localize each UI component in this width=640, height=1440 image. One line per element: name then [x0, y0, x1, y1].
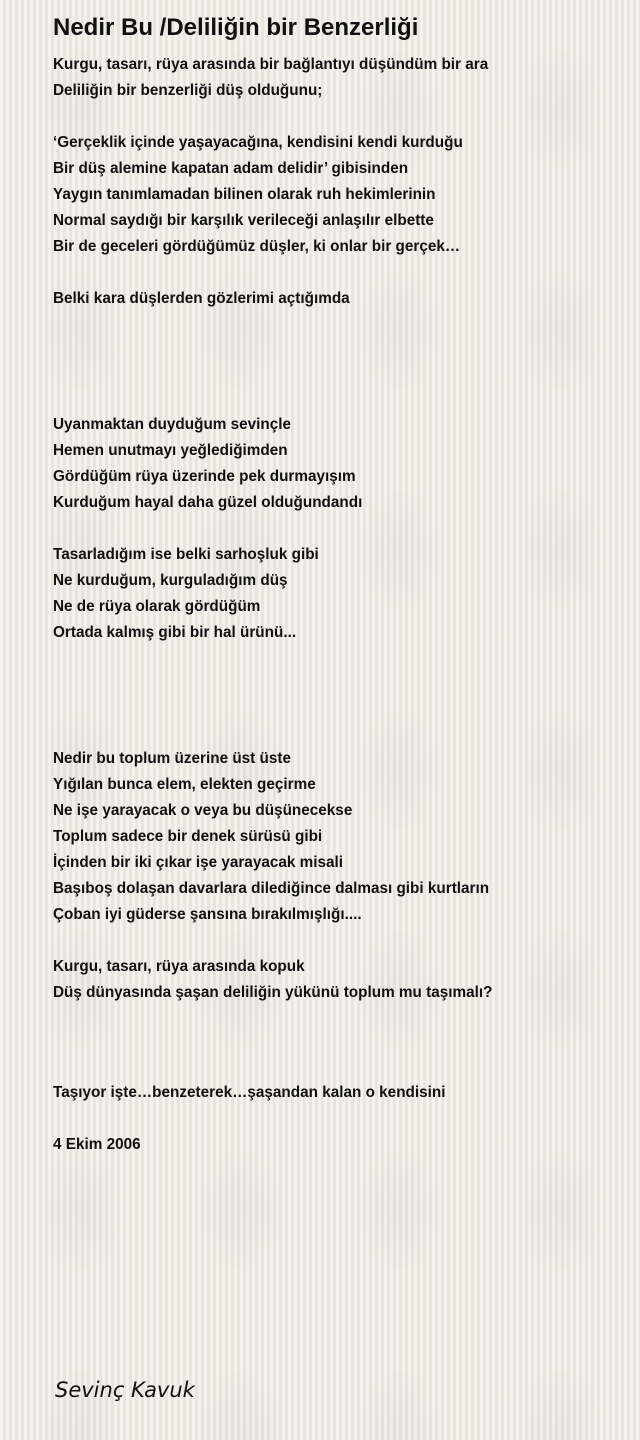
poem-line: İçinden bir iki çıkar işe yarayacak misali: [53, 854, 343, 871]
stanza-2: [53, 130, 623, 260]
poem-date: 4 Ekim 2006: [53, 1136, 141, 1153]
poem-body: [53, 52, 623, 1158]
poem-line: Uyanmaktan duyduğum sevinçle: [53, 416, 292, 433]
stanza-gap: [53, 1006, 623, 1080]
stanza-gap: [53, 1106, 623, 1132]
poem-line: Gördüğüm rüya üzerinde pek durmayışım: [53, 468, 356, 485]
poem: [53, 12, 623, 1158]
poem-line: Tasarladığım ise belki sarhoşluk gibi: [53, 546, 319, 563]
poem-line: Bir düş alemine kapatan adam delidir’ gibisinden: [53, 160, 409, 177]
poem-line: Kurduğum hayal daha güzel olduğundandı: [53, 494, 363, 511]
poem-line: Başıboş dolaşan davarlara dilediğince dalması gibi kurtların: [53, 880, 490, 897]
poem-line: Toplum sadece bir denek sürüsü gibi: [53, 828, 323, 845]
poem-line: Düş dünyasında şaşan deliliğin yükünü toplum mu taşımalı?: [53, 984, 493, 1001]
poem-line: Nedir bu toplum üzerine üst üste: [53, 750, 291, 767]
stanza-8: [53, 1080, 623, 1106]
poem-line: Kurgu, tasarı, rüya arasında bir bağlantıyı düşündüm bir ara: [53, 56, 489, 73]
poem-line: Bir de geceleri gördüğümüz düşler, ki onlar bir gerçek…: [53, 238, 461, 255]
poem-line: Hemen unutmayı yeğlediğimden: [53, 442, 288, 459]
poem-line: Çoban iyi güderse şansına bırakılmışlığı....: [53, 906, 362, 923]
poem-line: Ne işe yarayacak o veya bu düşünecekse: [53, 802, 353, 819]
poem-line: Taşıyor işte…benzeterek…şaşandan kalan o kendisini: [53, 1084, 446, 1101]
poem-line: Kurgu, tasarı, rüya arasında kopuk: [53, 958, 305, 975]
author-name: Sevinç Kavuk: [55, 1378, 195, 1402]
stanza-1: [53, 52, 623, 104]
poem-line: Yığılan bunca elem, elekten geçirme: [53, 776, 316, 793]
stanza-gap: [53, 516, 623, 542]
stanza-gap: [53, 928, 623, 954]
stanza-4: [53, 412, 623, 516]
poem-line: Normal saydığı bir karşılık verileceği anlaşılır elbette: [53, 212, 434, 229]
stanza-7: [53, 954, 623, 1006]
stanza-gap: [53, 312, 623, 412]
stanza-gap: [53, 104, 623, 130]
poem-line: Ne kurduğum, kurguladığım düş: [53, 572, 288, 589]
poem-line: Yaygın tanımlamadan bilinen olarak ruh hekimlerinin: [53, 186, 436, 203]
poem-line: Deliliğin bir benzerliği düş olduğunu;: [53, 82, 323, 99]
poem-line: Ne de rüya olarak gördüğüm: [53, 598, 261, 615]
stanza-5: [53, 542, 623, 646]
stanza-3: [53, 286, 623, 312]
poem-line: Ortada kalmış gibi bir hal ürünü...: [53, 624, 297, 641]
stanza-gap: [53, 260, 623, 286]
poem-title: Nedir Bu /Deliliğin bir Benzerliği: [53, 14, 419, 41]
stanza-gap: [53, 646, 623, 746]
stanza-6: [53, 746, 623, 928]
poem-line: Belki kara düşlerden gözlerimi açtığımda: [53, 290, 350, 307]
poem-line: ‘Gerçeklik içinde yaşayacağına, kendisini kendi kurduğu: [53, 134, 463, 151]
